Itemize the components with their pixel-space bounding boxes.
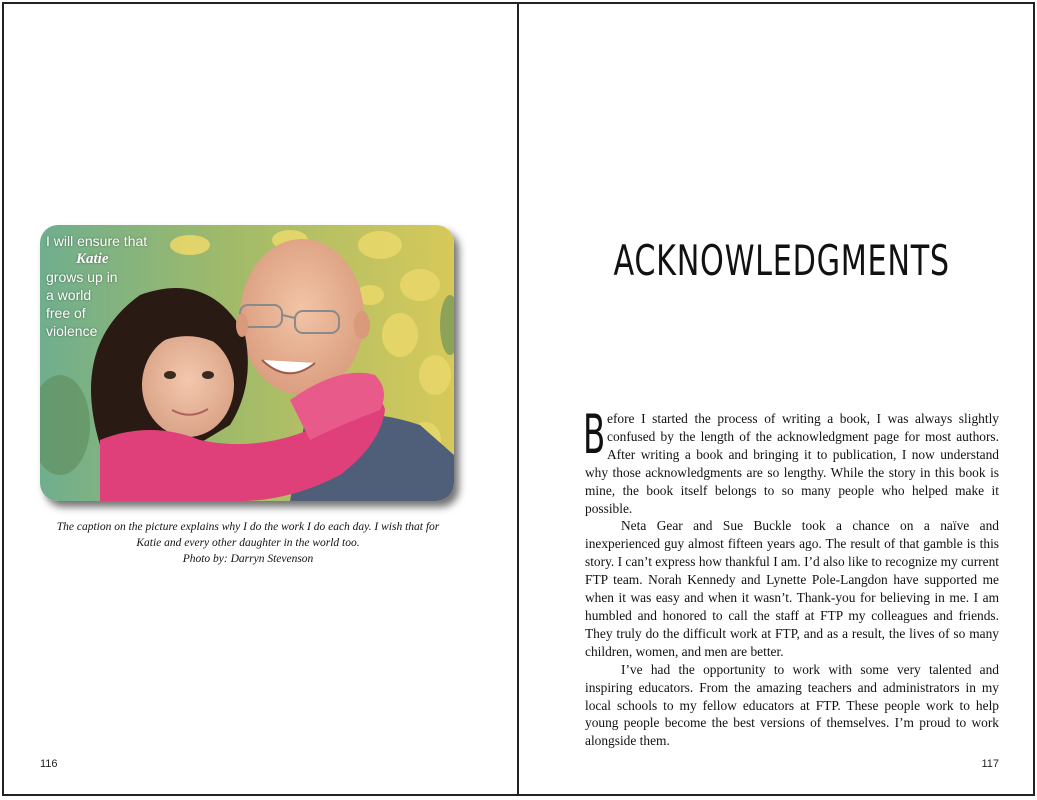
overlay-line: violence bbox=[46, 323, 98, 339]
photo-credit: Photo by: Darryn Stevenson bbox=[182, 553, 314, 565]
paragraph: Neta Gear and Sue Buckle took a chance on a naïve and inexperienced guy almost fifteen years ago. The result of that gamble is this story. I can’t express how thankful I am. I’d also like to recognize my current FTP team. Norah Kennedy and Lynette Pole-Langdon have supported me when it was easy and when it wasn’t. Thank-you for believing in me. I am humbled and honored to call the staff at FTP my colleagues and friends. They truly do the difficult work at FTP, and as a result, the lives of so many children, women, and men are better. bbox=[585, 518, 999, 659]
page-number: 116 bbox=[40, 758, 58, 770]
body-text bbox=[583, 403, 999, 750]
paragraph bbox=[583, 403, 999, 517]
overlay-line: free of bbox=[46, 305, 86, 321]
caption-line: The caption on the picture explains why I do the work I do each day. I wish that for bbox=[56, 521, 440, 533]
right-page bbox=[517, 2, 1035, 796]
left-page bbox=[2, 2, 519, 796]
overlay-line: grows up in bbox=[46, 269, 118, 285]
page-number: 117 bbox=[981, 758, 999, 770]
photo-overlay-text bbox=[46, 232, 147, 340]
overlay-line: a world bbox=[46, 287, 92, 303]
photo-caption bbox=[28, 519, 468, 567]
caption-line: Katie and every other daughter in the world too. bbox=[136, 537, 360, 549]
overlay-name: Katie bbox=[76, 251, 109, 267]
page-title: ACKNOWLEDGMENTS bbox=[613, 236, 950, 285]
overlay-line: I will ensure that bbox=[46, 233, 148, 249]
paragraph: I’ve had the opportunity to work with some very talented and inspiring educators. From the amazing teachers and administrators in my local schools to my fellow educators at FTP. These people work to help young people become the best versions of themselves. I’m proud to work alongside them. bbox=[585, 661, 999, 749]
drop-cap: B bbox=[583, 403, 606, 466]
paragraph-text: efore I started the process of writing a book, I was always slightly confused by the length of the acknowledgment page for most authors. After writing a book and bringing it to publication, I now understand why those acknowledgments are so lengthy. While the story in this book is mine, the book itself belongs to so many people who helped make it possible. bbox=[585, 411, 999, 516]
photo bbox=[40, 225, 454, 501]
